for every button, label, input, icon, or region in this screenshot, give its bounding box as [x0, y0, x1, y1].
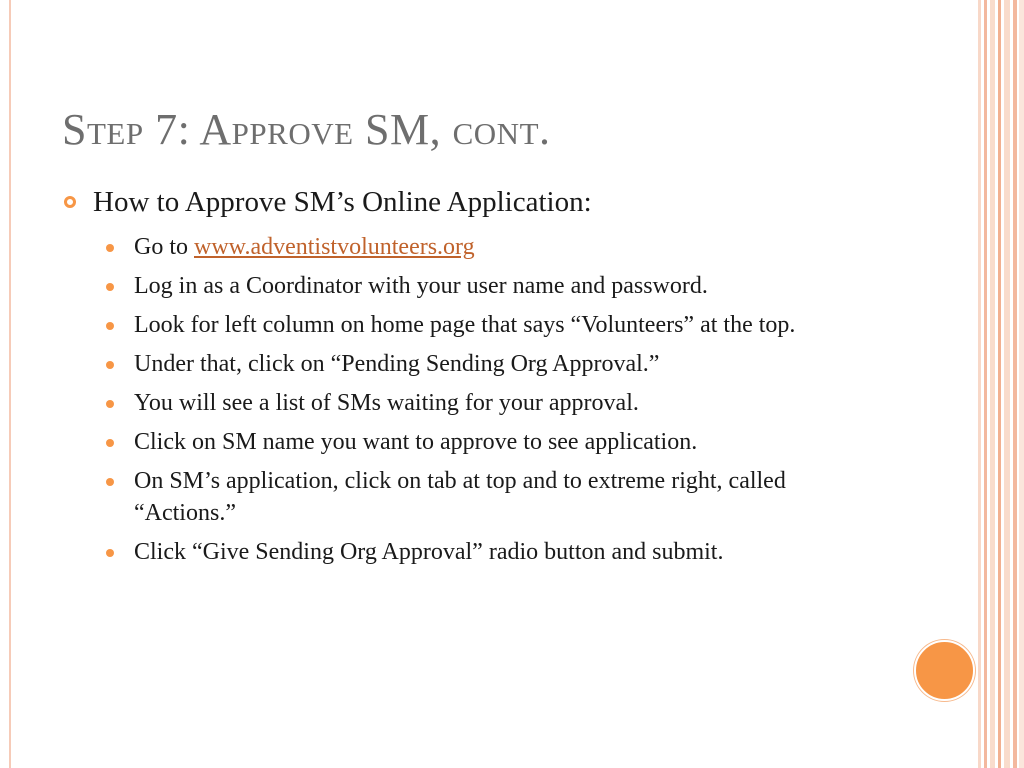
right-decor-stripe	[1013, 0, 1017, 768]
main-point: How to Approve SM’s Online Application:	[93, 186, 592, 218]
list-item-text: Look for left column on home page that says “Volunteers” at the top.	[134, 312, 796, 338]
right-decor-stripe	[990, 0, 995, 768]
right-decor-stripe	[984, 0, 987, 768]
list-item-text: Click on SM name you want to approve to see application.	[134, 429, 698, 455]
step-list	[106, 231, 866, 575]
decorative-circle-icon	[914, 640, 975, 701]
ring-bullet-icon	[64, 196, 76, 208]
website-link[interactable]: www.adventistvolunteers.org	[194, 234, 475, 260]
right-decor-stripe	[978, 0, 981, 768]
list-item-text: Under that, click on “Pending Sending Org Approval.”	[134, 351, 660, 377]
list-item-text: Click “Give Sending Org Approval” radio button and submit.	[134, 539, 724, 565]
list-item	[106, 426, 866, 458]
right-decor-stripe	[998, 0, 1001, 768]
left-border-line	[9, 0, 11, 768]
right-decor-stripe	[1019, 0, 1024, 768]
list-item	[106, 536, 866, 568]
bullet-icon	[106, 322, 114, 330]
list-item	[106, 231, 866, 263]
list-item	[106, 270, 866, 302]
list-item	[106, 348, 866, 380]
bullet-icon	[106, 244, 114, 252]
bullet-icon	[106, 549, 114, 557]
list-item	[106, 387, 866, 419]
bullet-icon	[106, 283, 114, 291]
bullet-icon	[106, 439, 114, 447]
list-item	[106, 309, 866, 341]
bullet-icon	[106, 400, 114, 408]
right-decor-stripe	[1004, 0, 1010, 768]
slide-title: Step 7: Approve SM, cont.	[62, 105, 551, 154]
list-item-text: You will see a list of SMs waiting for your approval.	[134, 390, 639, 416]
list-item-text: Go to	[134, 234, 194, 260]
bullet-icon	[106, 361, 114, 369]
list-item	[106, 465, 866, 529]
list-item-text: On SM’s application, click on tab at top and to extreme right, called “Actions.”	[134, 468, 786, 526]
list-item-text: Log in as a Coordinator with your user name and password.	[134, 273, 708, 299]
bullet-icon	[106, 478, 114, 486]
